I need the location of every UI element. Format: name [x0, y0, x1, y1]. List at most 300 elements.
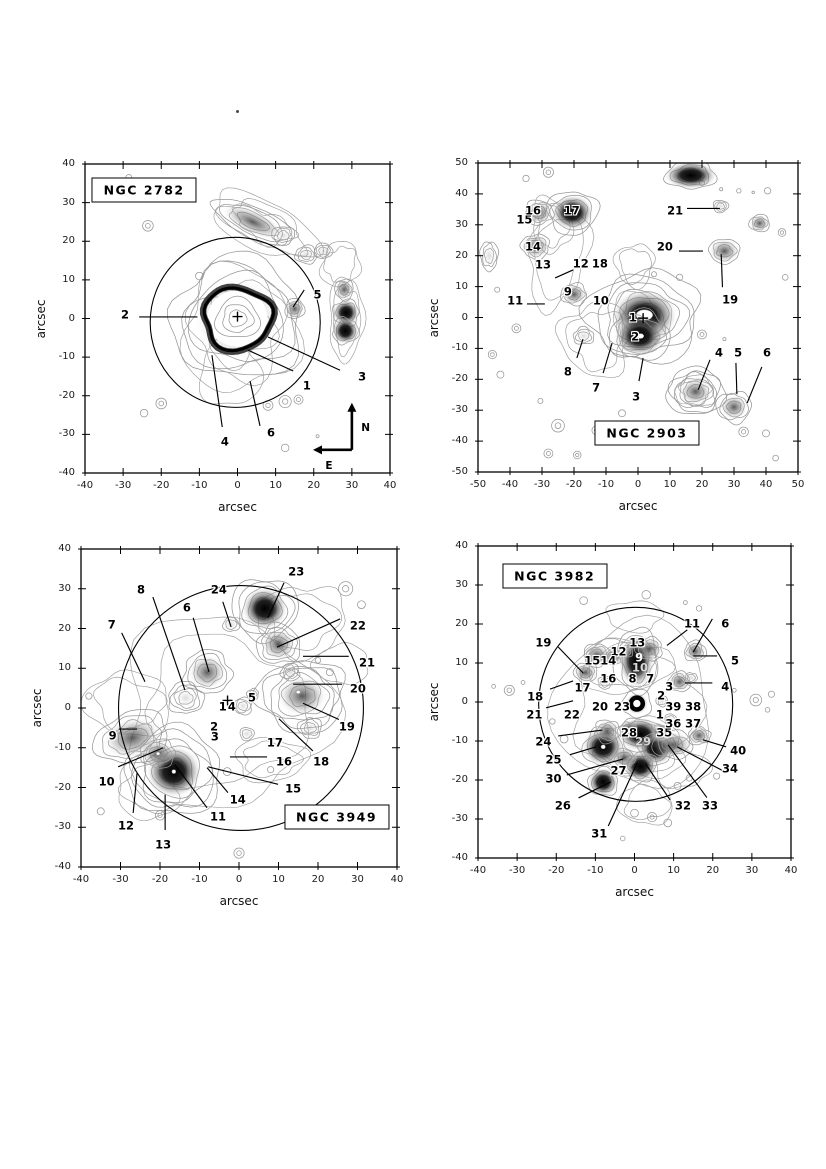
region-label: 38 [685, 699, 702, 714]
region-label: 2 [121, 306, 130, 321]
panel-ngc3949 [30, 539, 411, 919]
y-tick-label: -20 [54, 781, 71, 793]
y-tick-label: 30 [62, 196, 75, 208]
contour-speck [523, 175, 529, 181]
contour-speck [543, 167, 553, 177]
region-label: 7 [646, 671, 655, 686]
blob-white-core [601, 745, 605, 749]
contour-speck [737, 189, 741, 193]
y-tick-label: -40 [451, 852, 468, 863]
hii-region-blob [588, 767, 619, 796]
region-label: 12 [118, 817, 135, 832]
plot-root [82, 161, 393, 476]
hii-region-blob [714, 201, 726, 211]
y-axis-label: arcsec [34, 299, 48, 338]
contour-speck [491, 353, 495, 357]
y-axis-label: arcsec [427, 298, 441, 337]
y-tick-label: 30 [58, 582, 71, 594]
contour-speck [650, 815, 654, 819]
contour-speck [146, 223, 151, 228]
y-tick-label: 50 [455, 157, 468, 168]
galaxy-title-box [502, 564, 607, 589]
hii-region-blob [688, 726, 710, 745]
contour-speck [497, 371, 504, 378]
x-tick-label: 40 [784, 865, 798, 876]
x-tick-label: -20 [151, 874, 169, 885]
contour-speck [683, 601, 687, 605]
leader-line [677, 747, 727, 773]
contour-speck [664, 819, 672, 827]
contour-speck [575, 453, 578, 456]
stray-dot [236, 110, 239, 113]
hii-region-blob [575, 329, 591, 343]
x-tick-label: 30 [727, 479, 741, 490]
contour-speck [720, 188, 723, 191]
region-label: 24 [210, 582, 227, 597]
galaxy-title-box [284, 804, 389, 829]
x-tick-label: 50 [791, 479, 805, 490]
contour-speck [651, 272, 656, 277]
region-label: 16 [525, 203, 542, 218]
hii-region-blob [482, 244, 496, 268]
hii-region-blob [684, 641, 706, 661]
contour-speck [342, 586, 348, 592]
panel-ngc3982 [427, 536, 805, 910]
contour-speck [762, 430, 769, 437]
hii-region-blob [239, 727, 254, 741]
contour-speck [514, 326, 518, 330]
region-label: 40 [730, 743, 747, 758]
leader-line [558, 647, 583, 673]
x-tick-label: -20 [548, 865, 565, 876]
x-tick-label: -30 [508, 865, 526, 876]
region-label: 4 [227, 699, 236, 714]
contour-layer [126, 174, 366, 451]
hii-region-blob [574, 663, 597, 683]
x-tick-label: -30 [114, 480, 132, 491]
contour-speck [512, 324, 521, 333]
contour-speck [732, 688, 736, 692]
hii-region-blob [316, 245, 331, 257]
y-tick-label: 10 [455, 657, 468, 668]
blob-white-core [637, 334, 643, 339]
region-label: 4 [220, 434, 229, 449]
x-tick-label: -50 [469, 479, 487, 490]
hii-region-blob [274, 228, 292, 243]
region-label: 18 [527, 689, 544, 704]
hii-region-blob [283, 665, 298, 679]
contour-speck [580, 597, 588, 605]
hii-region-blob [561, 283, 587, 305]
region-label: 8 [628, 671, 637, 686]
hii-region-blob [620, 645, 634, 657]
compass-north-label: N [361, 421, 370, 434]
y-tick-label: 0 [64, 702, 71, 713]
nucleus-interior [633, 700, 640, 707]
x-tick-label: -40 [76, 480, 94, 491]
leader-line [546, 701, 573, 708]
panel-ngc2903 [427, 153, 812, 524]
region-label: 16 [600, 671, 617, 686]
y-tick-label: 30 [455, 579, 468, 590]
y-tick-label: 40 [455, 540, 468, 551]
contour-speck [782, 274, 788, 280]
hii-region-blob [222, 617, 240, 632]
contour-speck [156, 398, 167, 409]
y-tick-label: 20 [62, 235, 75, 247]
contour-speck [714, 773, 720, 779]
galaxy-title: NGC 2782 [103, 182, 185, 198]
x-tick-label: -40 [501, 479, 519, 490]
x-tick-label: 0 [234, 480, 241, 491]
x-axis-label: arcsec [219, 894, 259, 908]
hii-region-blob [247, 688, 260, 699]
y-tick-label: -30 [451, 813, 468, 824]
region-label: 7 [107, 617, 116, 632]
region-label: 23 [613, 699, 630, 714]
contour-speck [488, 350, 496, 358]
region-label: 12 [572, 256, 589, 271]
contour-speck [765, 707, 770, 712]
hii-region-blob [174, 688, 197, 708]
region-label: 14 [525, 239, 542, 254]
region-label: 21 [667, 203, 684, 218]
contour-speck [752, 191, 755, 194]
x-tick-label: 10 [663, 479, 677, 490]
region-label: 17 [574, 680, 591, 695]
contour-speck [267, 766, 273, 772]
x-tick-label: -20 [565, 479, 583, 490]
x-tick-label: -30 [112, 874, 129, 885]
contour-speck [507, 688, 512, 693]
contour-speck [642, 590, 651, 599]
region-label: 18 [313, 753, 330, 768]
y-tick-label: -30 [54, 821, 71, 833]
leader-line [736, 363, 737, 394]
y-tick-label: 20 [58, 622, 71, 634]
region-label: 2 [631, 329, 640, 344]
y-tick-label: -10 [451, 342, 468, 354]
x-tick-label: -10 [587, 865, 604, 876]
contour-speck [674, 782, 681, 789]
contour-speck [552, 419, 565, 432]
y-tick-label: 20 [455, 249, 468, 261]
hii-region-blob [664, 714, 677, 725]
leader-line [555, 270, 573, 278]
region-label: 4 [714, 345, 723, 360]
region-label: 2 [210, 718, 219, 733]
y-tick-label: -40 [451, 435, 468, 447]
y-tick-label: -20 [451, 774, 468, 785]
y-tick-label: 10 [58, 662, 71, 674]
contour-speck [316, 435, 319, 438]
region-label: 3 [632, 389, 641, 404]
region-label: 7 [592, 380, 601, 395]
leader-line [268, 337, 340, 370]
region-label: 19 [722, 292, 739, 307]
contour-speck [538, 398, 543, 403]
hii-region-blob [298, 247, 315, 262]
plot-root [475, 543, 794, 861]
contour-speck [315, 658, 321, 664]
contour-speck [266, 403, 270, 407]
x-tick-label: -10 [191, 874, 208, 885]
x-tick-label: 30 [351, 874, 364, 885]
leader-line [703, 740, 726, 747]
compass-north-arrowhead [347, 403, 356, 412]
region-label: 36 [665, 716, 682, 731]
x-tick-label: -40 [72, 874, 90, 885]
hii-region-blob [749, 215, 769, 232]
contour-speck [296, 398, 300, 402]
contour-speck [560, 735, 568, 743]
x-tick-label: 40 [383, 480, 397, 491]
contour-speck [234, 848, 244, 858]
region-label: 6 [267, 425, 276, 440]
galaxy-title: NGC 3982 [514, 568, 596, 584]
region-label: 24 [535, 734, 552, 749]
contour-speck [495, 287, 500, 292]
leader-line [153, 597, 185, 690]
x-tick-label: -10 [191, 480, 208, 491]
blob-white-core [156, 752, 160, 755]
region-label: 20 [592, 699, 609, 714]
region-label: 39 [665, 699, 682, 714]
contour-speck [358, 601, 366, 609]
galaxy-title: NGC 3949 [296, 809, 378, 825]
region-label: 23 [288, 563, 305, 578]
y-tick-label: 40 [455, 187, 468, 199]
x-tick-label: -10 [597, 479, 615, 490]
y-tick-label: 40 [58, 543, 71, 554]
y-tick-label: 0 [461, 311, 468, 323]
galaxy-title-box [92, 178, 197, 203]
diffuse-contour [606, 601, 664, 633]
region-label: 11 [507, 293, 524, 308]
region-label: 1 [302, 378, 311, 393]
region-label: 11 [683, 616, 701, 631]
contour-speck [753, 697, 758, 702]
region-label: 30 [545, 771, 562, 786]
x-tick-label: 0 [631, 865, 638, 876]
region-label: 6 [762, 345, 771, 360]
y-tick-label: -20 [58, 389, 75, 401]
region-label: 15 [285, 781, 302, 796]
blob-white-core [296, 691, 300, 694]
region-label: 1 [628, 310, 637, 325]
y-tick-label: -20 [451, 373, 468, 385]
region-label: 5 [313, 287, 322, 302]
contour-speck [159, 401, 164, 406]
region-label: 21 [358, 655, 375, 670]
region-label: 15 [516, 212, 533, 227]
x-tick-label: 20 [307, 480, 321, 491]
contour-speck [768, 691, 774, 697]
hii-region-blob [720, 395, 748, 420]
hii-region-blob [522, 234, 550, 259]
region-label: 3 [358, 369, 367, 384]
region-label: 20 [656, 239, 673, 254]
contour-speck [750, 694, 762, 706]
contour-speck [97, 808, 104, 815]
contour-speck [237, 851, 242, 856]
contour-speck [696, 606, 701, 611]
region-label: 6 [182, 600, 191, 615]
region-label: 5 [734, 345, 743, 360]
leader-line [133, 773, 137, 813]
contour-speck [764, 188, 770, 194]
contour-speck [741, 430, 745, 434]
contour-speck [492, 684, 496, 688]
y-tick-label: -40 [58, 467, 75, 478]
contour-speck [773, 455, 779, 461]
region-label: 31 [591, 826, 608, 841]
region-label: 10 [592, 293, 609, 308]
x-tick-label: 10 [272, 874, 285, 885]
region-label: 26 [554, 798, 571, 813]
contour-speck [86, 693, 92, 699]
x-tick-label: 40 [759, 479, 773, 490]
compass-east-arrowhead [313, 445, 322, 454]
contour-speck [143, 220, 154, 231]
region-label: 5 [731, 653, 740, 668]
x-axis-label: arcsec [615, 885, 654, 899]
hii-region-blob [551, 194, 594, 230]
region-label: 3 [665, 679, 674, 694]
region-label: 20 [349, 681, 366, 696]
contour-speck [631, 809, 639, 817]
hii-region-blob [636, 637, 663, 660]
hii-region-blob [285, 299, 305, 319]
region-label: 9 [563, 284, 572, 299]
region-label: 19 [535, 635, 552, 650]
region-label: 21 [526, 707, 543, 722]
contour-speck [723, 338, 726, 341]
y-tick-label: -30 [451, 404, 468, 416]
hii-region-blob [595, 720, 620, 743]
region-label: 9 [635, 650, 644, 665]
region-label: 22 [349, 618, 366, 633]
x-tick-label: 10 [269, 480, 282, 491]
region-label: 10 [631, 660, 648, 675]
y-tick-label: 30 [455, 218, 468, 230]
contour-speck [698, 330, 707, 339]
y-tick-label: -40 [54, 861, 71, 872]
hii-region-blob [235, 699, 250, 713]
y-tick-label: 20 [455, 618, 468, 629]
x-tick-label: 20 [311, 874, 325, 885]
x-tick-label: 20 [695, 479, 709, 490]
contour-speck [504, 685, 514, 695]
region-label: 17 [563, 203, 580, 218]
hii-region-blob [709, 239, 740, 264]
contour-speck [620, 836, 625, 841]
x-axis-label: arcsec [618, 499, 658, 513]
region-label: 28 [621, 725, 638, 740]
hii-region-blob [679, 378, 712, 405]
x-tick-label: 40 [390, 874, 404, 885]
region-label: 15 [584, 653, 601, 668]
contour-speck [555, 423, 561, 429]
x-axis-label: arcsec [218, 500, 257, 514]
hii-region-blob [656, 696, 669, 707]
hii-region-blob [664, 161, 718, 190]
contour-speck [281, 444, 289, 452]
hii-region-blob [685, 672, 698, 683]
leader-line [747, 367, 762, 403]
region-label: 34 [721, 761, 738, 776]
x-tick-label: -20 [153, 480, 170, 491]
diffuse-contour [619, 249, 651, 285]
hii-region-blob [651, 722, 671, 741]
region-label: 22 [563, 707, 580, 722]
center-cross-marker [223, 695, 233, 705]
region-label: 10 [98, 773, 115, 788]
hii-region-blob [301, 720, 320, 737]
region-label: 9 [108, 728, 117, 743]
contour-speck [544, 449, 553, 458]
x-tick-label: -40 [469, 865, 487, 876]
leader-line [550, 681, 573, 689]
y-tick-label: 0 [461, 696, 468, 707]
hii-region-blob [598, 676, 613, 690]
hii-region-blob [618, 720, 638, 739]
hii-region-blob [241, 587, 287, 630]
galaxy-title: NGC 2903 [606, 425, 688, 441]
compass-east-label: E [325, 460, 333, 473]
contour-speck [282, 399, 287, 404]
y-axis-label: arcsec [427, 682, 441, 722]
contour-speck [279, 395, 291, 407]
contour-speck [618, 410, 625, 417]
y-tick-label: -10 [54, 741, 71, 753]
region-label: 3 [210, 728, 219, 743]
region-label: 29 [635, 734, 652, 749]
hii-region-blob [332, 317, 359, 345]
region-label: 32 [674, 798, 692, 813]
contour-speck [546, 451, 550, 455]
region-label: 12 [610, 644, 627, 659]
x-tick-label: 20 [706, 865, 720, 876]
region-label: 8 [563, 364, 572, 379]
region-label: 33 [701, 798, 719, 813]
leader-line [250, 381, 260, 426]
region-label: 1 [655, 707, 664, 722]
region-label: 13 [534, 257, 551, 272]
contour-speck [550, 719, 555, 724]
x-tick-label: 30 [745, 865, 759, 876]
y-tick-label: -10 [451, 735, 468, 746]
x-tick-label: 10 [667, 865, 680, 876]
contour-speck [778, 229, 786, 237]
region-label: 2 [657, 688, 666, 703]
region-label: 6 [721, 616, 730, 631]
leader-line [212, 355, 222, 427]
region-label: 8 [137, 582, 146, 597]
region-label: 14 [229, 792, 246, 807]
region-label: 4 [721, 679, 730, 694]
y-tick-label: 40 [62, 158, 75, 169]
contour-speck [573, 451, 581, 459]
x-tick-label: 0 [634, 479, 642, 490]
y-tick-label: 10 [455, 280, 468, 292]
hii-region-blob [335, 279, 353, 301]
y-tick-label: -30 [58, 428, 75, 440]
region-label: 16 [276, 753, 293, 768]
contour-speck [546, 170, 551, 175]
region-label: 37 [685, 716, 702, 731]
x-tick-label: -30 [533, 479, 551, 490]
